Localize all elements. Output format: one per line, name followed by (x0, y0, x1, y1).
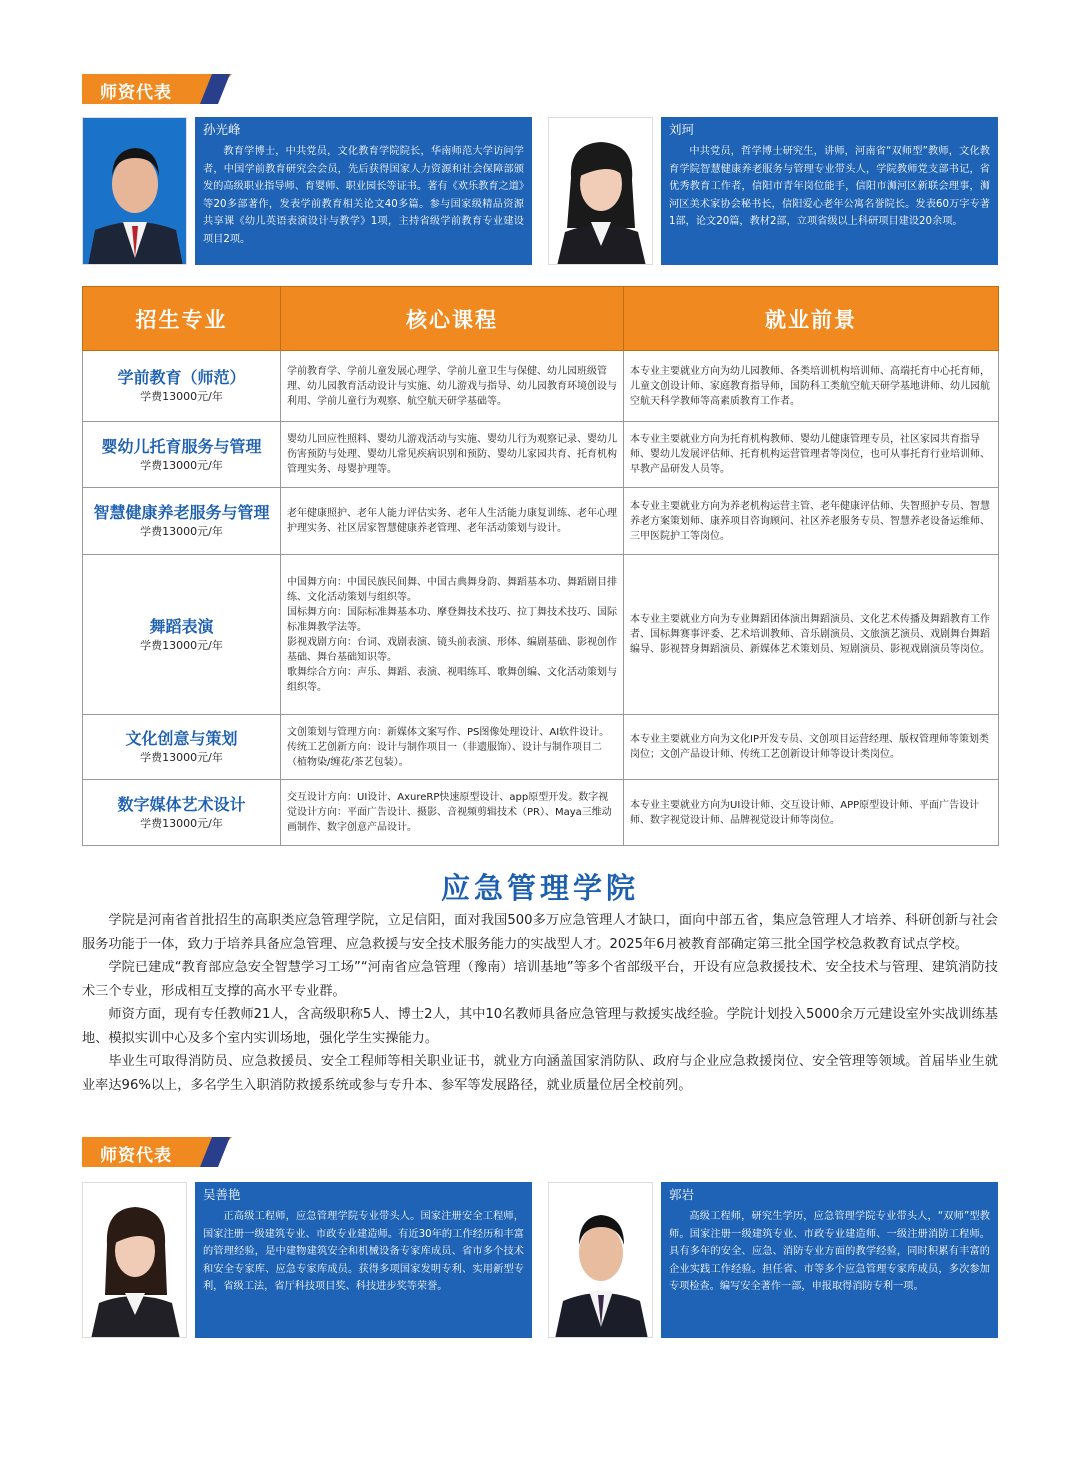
table-row (83, 780, 999, 846)
college-intro (82, 909, 998, 1097)
major-cell (83, 780, 281, 846)
teacher-photo (82, 117, 187, 265)
intro-paragraph: 毕业生可取得消防员、应急救援员、安全工程师等相关职业证书，就业方向涵盖国家消防队、政府与企业应急救援岗位、安全管理等领域。首届毕业生就业率达96%以上，多名学生入职消防救援系统或参与专升本、参军等发展路径，就业质量位居全校前列。 (82, 1054, 998, 1093)
major-fee: 学费13000元/年 (140, 816, 223, 830)
teacher-desc: 中共党员，哲学博士研究生，讲师，河南省“双师型”教师，文化教育学院智慧健康养老服务与管理专业带头人，学院教师党支部书记，省优秀教育工作者，信阳市青年岗位能手，信阳市浉河区新联会理事，浉河区美术家协会秘书长，信阳爱心老年公寓名誉院长。发表60万字专著1部，论文20篇，教材2部，立项省级以上科研项目建设20余项。 (669, 146, 990, 227)
major-name: 舞蹈表演 (149, 616, 214, 636)
teacher-card (548, 117, 998, 265)
courses-cell: 文创策划与管理方向：新媒体文案写作、PS图像处理设计、AI软件设计。传统工艺创新方向：设计与制作项目一（非遗服饰）、设计与制作项目二（植物染/缠花/茶艺包装）。 (281, 715, 624, 780)
major-fee: 学费13000元/年 (140, 525, 223, 538)
teacher-name: 刘珂 (669, 122, 695, 137)
teacher-desc: 正高级工程师，应急管理学院专业带头人。国家注册安全工程师，国家注册一级建筑专业、市政专业建造师。有近30年的工作经历和丰富的管理经验，是中建物建筑安全和机械设备专家库成员、省市多个技术和安全专家库、应急专家库成员。获得多项国家发明专利、实用新型专利，省级工法，省厅科技项目奖、科技进步奖等荣誉。 (203, 1211, 524, 1292)
courses-cell: 婴幼儿回应性照料、婴幼儿游戏活动与实施、婴幼儿行为观察记录、婴幼儿伤害预防与处理、婴幼儿常见疾病识别和预防、婴幼儿家园共育、托育机构管理实务、母婴护理等。 (281, 422, 624, 488)
courses-cell: 交互设计方向：UI设计、AxureRP快速原型设计、app原型开发。数字视觉设计方向：平面广告设计、摄影、音视频剪辑技术（PR）、Maya三维动画制作、数字创意产品设计。 (281, 780, 624, 846)
section-tag-label: 师资代表 (100, 83, 172, 103)
jobs-cell: 本专业主要就业方向为养老机构运营主管、老年健康评估师、失智照护专员、智慧养老方案策划师、康养项目咨询顾问、社区养老服务专员、智慧养老设备运维师、三甲医院护工等岗位。 (624, 488, 999, 555)
major-name: 数字媒体艺术设计 (117, 794, 246, 814)
major-name: 学前教育（师范） (117, 368, 246, 387)
jobs-cell: 本专业主要就业方向为UI设计师、交互设计师、APP原型设计师、平面广告设计师、数字视觉设计师、品牌视觉设计师等岗位。 (624, 780, 999, 846)
teacher-name: 郭岩 (669, 1187, 695, 1202)
table-row (83, 488, 999, 555)
intro-paragraph: 学院已建成“教育部应急安全智慧学习工场”“河南省应急管理（豫南）培训基地”等多个省部级平台，开设有应急救援技术、安全技术与管理、建筑消防技术三个专业，形成相互支撑的高水平专业群。 (82, 960, 998, 999)
header-major: 招生专业 (83, 287, 281, 351)
teacher-card (548, 1182, 998, 1338)
table-header-row (83, 287, 999, 351)
major-fee: 学费13000元/年 (140, 638, 223, 652)
jobs-cell: 本专业主要就业方向为文化IP开发专员、文创项目运营经理、版权管理师等策划类岗位；文创产品设计师、传统工艺创新设计师等设计类岗位。 (624, 715, 999, 780)
major-fee: 学费13000元/年 (140, 458, 223, 472)
teacher-card (82, 1182, 532, 1338)
teacher-photo (548, 117, 653, 265)
table-row (83, 351, 999, 422)
courses-cell: 老年健康照护、老年人能力评估实务、老年人生活能力康复训练、老年心理护理实务、社区居家智慧健康养老管理、老年活动策划与设计。 (281, 488, 624, 555)
teacher-name: 孙光峰 (203, 122, 241, 137)
major-name: 文化创意与策划 (125, 729, 238, 748)
major-cell (83, 488, 281, 555)
teacher-bio (195, 1182, 532, 1338)
section-tag (82, 1137, 232, 1167)
majors-table (82, 286, 999, 846)
header-jobs: 就业前景 (624, 287, 999, 351)
intro-paragraph: 师资方面，现有专任教师21人，含高级职称5人、博士2人，其中10名教师具备应急管理与救援实战经验。学院计划投入5000余万元建设室外实战训练基地、模拟实训中心及多个室内实训场地，强化学生实操能力。 (82, 1007, 998, 1046)
major-name: 智慧健康养老服务与管理 (93, 503, 270, 522)
teacher-bio (661, 117, 998, 265)
major-fee: 学费13000元/年 (140, 751, 223, 764)
courses-cell: 学前教育学、学前儿童发展心理学、学前儿童卫生与保健、幼儿园班级管理、幼儿园教育活动设计与实施、幼儿游戏与指导、幼儿园教育环境创设与利用、学前儿童行为观察、航空航天研学基础等。 (281, 351, 624, 422)
teacher-name: 吴善艳 (203, 1187, 241, 1202)
table-row (83, 422, 999, 488)
major-cell (83, 555, 281, 715)
major-name: 婴幼儿托育服务与管理 (101, 436, 262, 456)
college-title: 应急管理学院 (440, 871, 639, 905)
teacher-desc: 高级工程师，研究生学历，应急管理学院专业带头人，“双师”型教师。国家注册一级建筑专业、市政专业建造师、一级注册消防工程师。具有多年的安全、应急、消防专业方面的教学经验，同时积累有丰富的企业实践工作经验。担任省、市等多个应急管理专家库成员，多次参加专项检查。编写安全著作一部，申报取得消防专利一项。 (669, 1211, 990, 1292)
teacher-bio (195, 117, 532, 265)
major-cell (83, 351, 281, 422)
teacher-photo (82, 1182, 187, 1338)
major-cell (83, 715, 281, 780)
teacher-desc: 教育学博士，中共党员，文化教育学院院长，华南师范大学访问学者，中国学前教育研究会会员，先后获得国家人力资源和社会保障部颁发的高级职业指导师、育婴师、职业园长等证书。著有《欢乐教育之道》等20多部著作，发表学前教育相关论文40多篇。参与国家级精品资源共享课《幼儿英语表演设计与教学》1项，主持省级学前教育专业建设项目2项。 (203, 146, 524, 245)
header-courses: 核心课程 (281, 287, 624, 351)
teacher-bio (661, 1182, 998, 1338)
courses-cell: 中国舞方向：中国民族民间舞、中国古典舞身韵、舞蹈基本功、舞蹈剧目排练、文化活动策划与组织等。 国标舞方向：国际标准舞基本功、摩登舞技术技巧、拉丁舞技术技巧、国际标准舞教学法等。 影视戏剧方向：台词、戏剧表演、镜头前表演、形体、编剧基础、影视创作基础、舞台基础知识等。 歌舞综合方向：声乐、舞蹈、表演、视唱练耳、歌舞创编、文化活动策划与组织等。 (281, 555, 624, 715)
jobs-cell: 本专业主要就业方向为托育机构教师、婴幼儿健康管理专员，社区家园共育指导师、婴幼儿发展评估师、托育机构运营管理者等岗位，也可从事托育行业培训师、早教产品研发人员等。 (624, 422, 999, 488)
teacher-card (82, 117, 532, 265)
jobs-cell: 本专业主要就业方向为专业舞蹈团体演出舞蹈演员、文化艺术传播及舞蹈教育工作者、国标舞赛事评委、艺术培训教师、音乐剧演员、文旅演艺演员、戏剧舞台舞蹈编导、影视替身舞蹈演员、新媒体艺术策划员、短剧演员、影视戏剧演员等岗位。 (624, 555, 999, 715)
table-row (83, 555, 999, 715)
major-cell (83, 422, 281, 488)
major-fee: 学费13000元/年 (140, 390, 223, 403)
intro-paragraph: 学院是河南省首批招生的高职类应急管理学院，立足信阳，面对我国500多万应急管理人才缺口，面向中部五省，集应急管理人才培养、科研创新与社会服务功能于一体，致力于培养具备应急管理、应急救援与安全技术服务能力的实战型人才。2025年6月被教育部确定第三批全国学校急救教育试点学校。 (82, 913, 998, 952)
section-tag (82, 74, 232, 104)
table-row (83, 715, 999, 780)
section-tag-label: 师资代表 (100, 1146, 172, 1166)
teacher-photo (548, 1182, 653, 1338)
jobs-cell: 本专业主要就业方向为幼儿园教师、各类培训机构培训师、高端托育中心托育师，儿童文创设计师、家庭教育指导师，国防科工类航空航天研学基地讲师、幼儿园航空航天科学教师等高素质教育工作者。 (624, 351, 999, 422)
